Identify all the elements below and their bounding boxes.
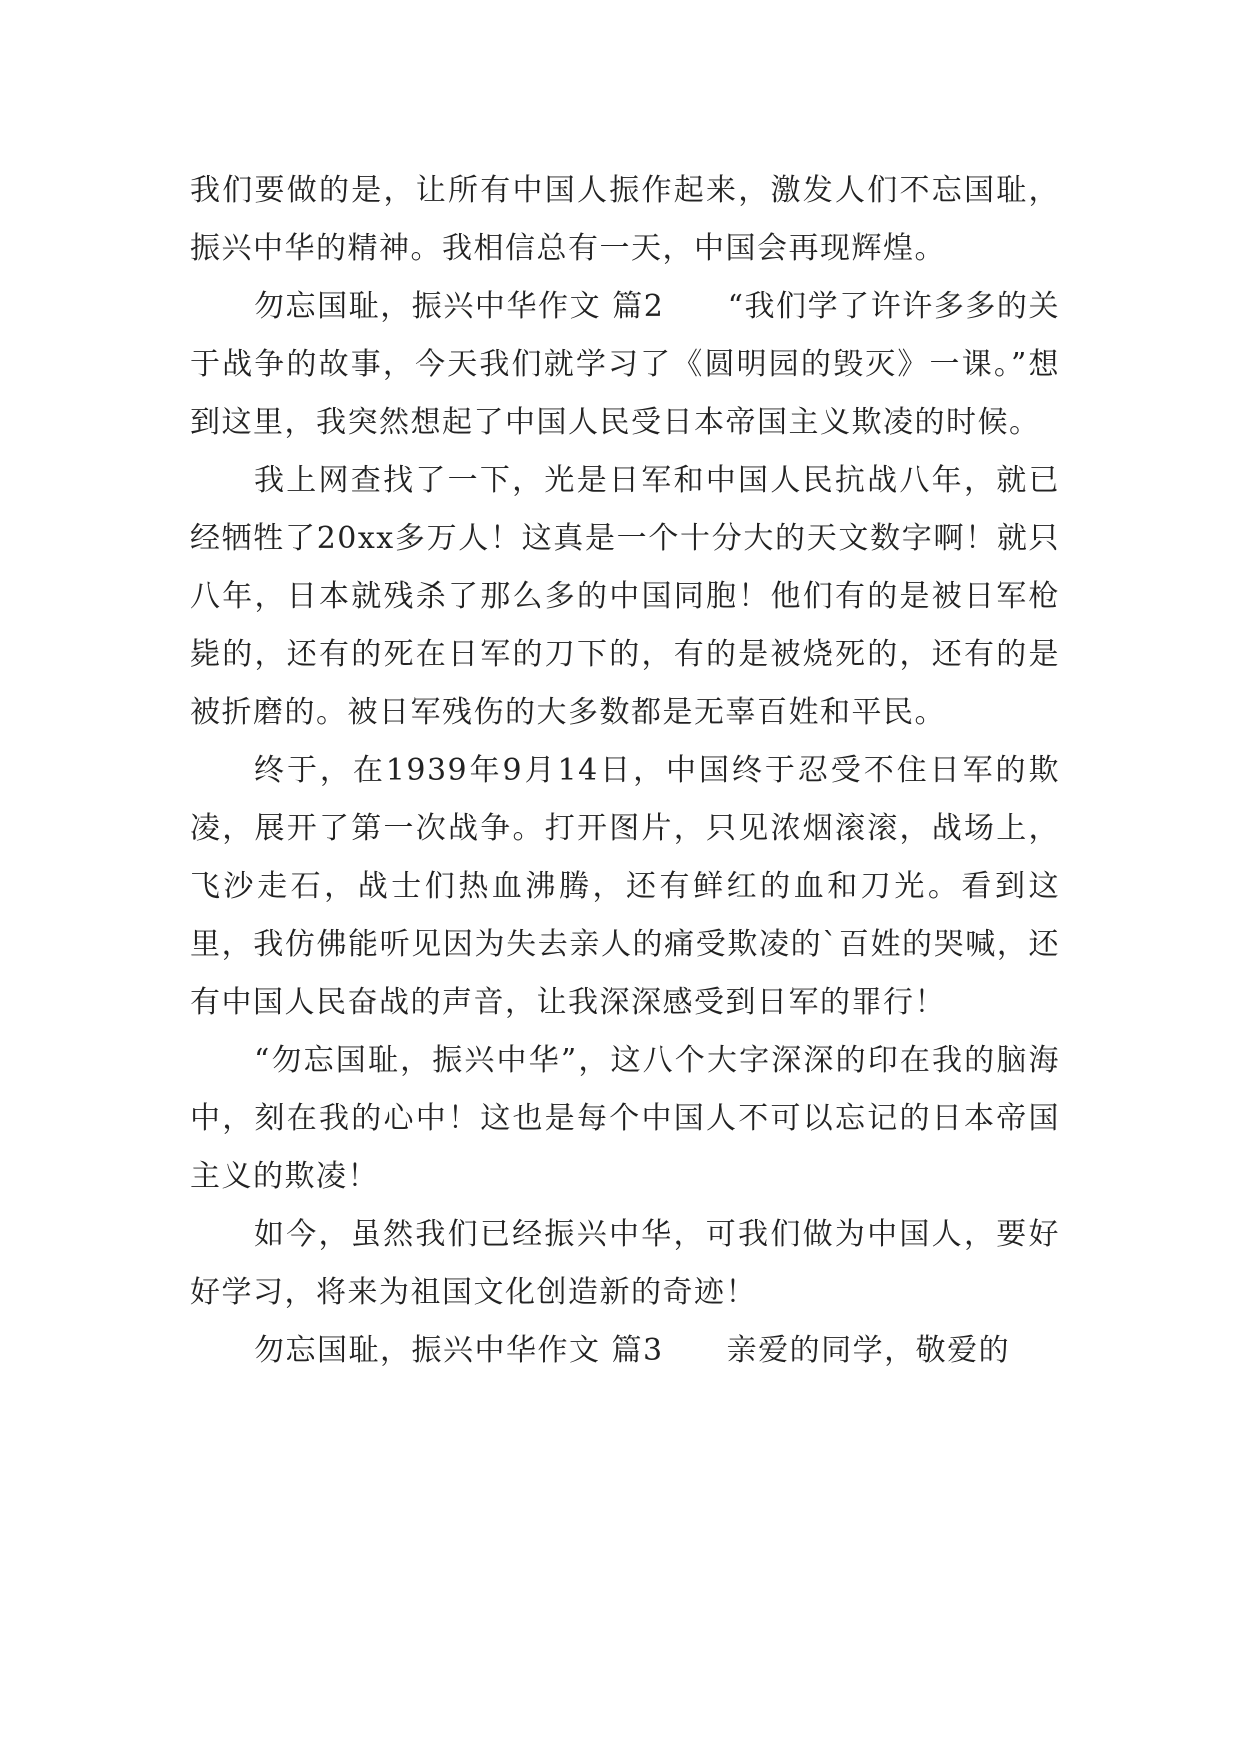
paragraph-3: 我上网查找了一下，光是日军和中国人民抗战八年，就已经牺牲了20xx多万人！这真是一个十分大的天文数字啊！就只八年，日本就残杀了那么多的中国同胞！他们有的是被日军枪毙的，还有的死在日军的刀下的，有的是被烧死的，还有的是被折磨的。被日军残伤的大多数都是无辜百姓和平民。 (190, 463, 1060, 730)
document-body (190, 162, 1060, 1380)
paragraph-1: 我们要做的是，让所有中国人振作起来，激发人们不忘国耻，振兴中华的精神。我相信总有一天，中国会再现辉煌。 (190, 173, 1060, 266)
paragraph-5: “勿忘国耻，振兴中华”，这八个大字深深的印在我的脑海中，刻在我的心中！这也是每个中国人不可以忘记的日本帝国主义的欺凌！ (190, 1043, 1060, 1194)
paragraph-2-essay-heading: 勿忘国耻，振兴中华作文 篇2 “我们学了许许多多的关于战争的故事，今天我们就学习了《圆明园的毁灭》一课。”想到这里，我突然想起了中国人民受日本帝国主义欺凌的时候。 (190, 289, 1060, 440)
paragraph-4: 终于，在1939年9月14日，中国终于忍受不住日军的欺凌，展开了第一次战争。打开图片，只见浓烟滚滚，战场上，飞沙走石，战士们热血沸腾，还有鲜红的血和刀光。看到这里，我仿佛能听见因为失去亲人的痛受欺凌的`百姓的哭喊，还有中国人民奋战的声音，让我深深感受到日军的罪行！ (190, 753, 1060, 1020)
paragraph-6: 如今，虽然我们已经振兴中华，可我们做为中国人，要好好学习，将来为祖国文化创造新的奇迹！ (190, 1217, 1060, 1310)
paragraph-7-essay-heading: 勿忘国耻，振兴中华作文 篇3 亲爱的同学，敬爱的 (254, 1333, 1011, 1368)
